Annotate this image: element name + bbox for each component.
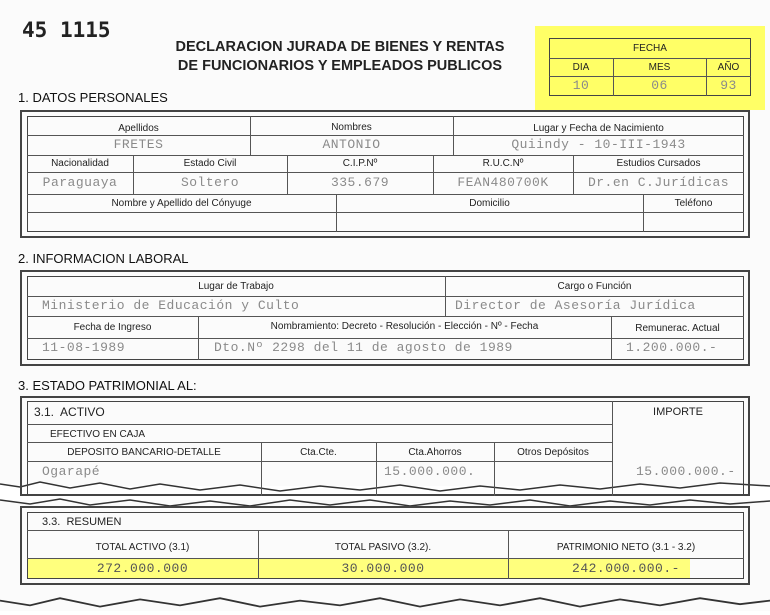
stamp-prefix: 45 [22,18,48,42]
cargo-label: Cargo o Función [557,281,632,292]
total-pasivo-label: TOTAL PASIVO (3.2). [334,542,432,553]
conyuge-label: Nombre y Apellido del Cónyuge [111,198,252,209]
lugar-fecha-value: Quiindy - 10-III-1943 [511,137,686,152]
efectivo-label: EFECTIVO EN CAJA [50,429,146,440]
otros-depositos-label: Otros Depósitos [517,447,589,458]
nacionalidad-value: Paraguaya [42,175,118,190]
estudios-label: Estudios Cursados [616,158,701,169]
total-activo-value: 272.000.000 [96,561,189,576]
importe-label: IMPORTE [653,406,703,418]
cargo-value: Director de Asesoría Jurídica [455,298,696,313]
stamp-number [22,18,111,42]
nombramiento-label: Nombramiento: Decreto - Resolución - Elección - Nº - Fecha [270,321,539,332]
section3-title: 3. ESTADO PATRIMONIAL AL: [18,378,197,393]
fecha-ingreso-label: Fecha de Ingreso [73,322,152,333]
nombres-value: ANTONIO [322,137,381,152]
importe-value: 15.000.000.- [636,464,736,479]
total-activo-label: TOTAL ACTIVO (3.1) [95,542,190,553]
lugar-trabajo-label: Lugar de Trabajo [198,281,274,292]
lugar-trabajo-value: Ministerio de Educación y Culto [42,298,300,313]
dia-label: DIA [572,62,590,73]
title-line1: DECLARACION JURADA DE BIENES Y RENTAS [175,39,505,55]
title-line2: DE FUNCIONARIOS Y EMPLEADOS PUBLICOS [177,58,503,74]
apellidos-label: Apellidos [118,123,159,134]
nacionalidad-label: Nacionalidad [51,158,109,169]
remuneracion-label: Remunerac. Actual [635,323,720,334]
fecha-ingreso-value: 11-08-1989 [42,340,126,355]
section2-title: 2. INFORMACION LABORAL [18,251,189,266]
section1-title: 1. DATOS PERSONALES [18,90,168,105]
estado-civil-value: Soltero [180,175,240,190]
nombres-label: Nombres [331,122,372,133]
cta-cte-label: Cta.Cte. [300,447,337,458]
cip-value: 335.679 [330,175,390,190]
ruc-label: R.U.C.Nº [482,158,524,169]
domicilio-label: Domicilio [469,198,510,209]
nombramiento-value: Dto.Nº 2298 del 11 de agosto de 1989 [214,340,513,355]
deposito-label: DEPOSITO BANCARIO-DETALLE [67,447,221,458]
stamp-value: 1115 [59,18,111,42]
estado-civil-label: Estado Civil [183,158,237,169]
cta-ahorros-label: Cta.Ahorros [408,447,462,458]
banco-value: Ogarapé [42,464,101,479]
ahorros-value: 15.000.000. [384,464,476,479]
fecha-header: FECHA [633,43,667,54]
dia-value: 10 [572,78,590,93]
patrimonio-value: 242.000.000.- [572,561,680,576]
torn-edge-bottom [0,591,770,615]
mes-value: 06 [651,78,668,93]
anio-value: 93 [720,78,737,93]
activo-label: 3.1. ACTIVO [34,405,105,419]
anio-label: AÑO [717,62,740,73]
telefono-label: Teléfono [674,198,713,209]
resumen-title: 3.3. RESUMEN [42,516,122,528]
apellidos-value: FRETES [113,137,164,152]
ruc-value: FEAN480700K [457,175,549,190]
cip-label: C.I.P.Nº [342,158,378,169]
lugar-fecha-label: Lugar y Fecha de Nacimiento [533,123,664,134]
document-title [150,38,530,76]
total-pasivo-value: 30.000.000 [341,561,425,576]
mes-label: MES [648,62,671,73]
patrimonio-label: PATRIMONIO NETO (3.1 - 3.2) [556,542,696,553]
remuneracion-value: 1.200.000.- [626,340,718,355]
estudios-value: Dr.en C.Jurídicas [587,175,730,190]
